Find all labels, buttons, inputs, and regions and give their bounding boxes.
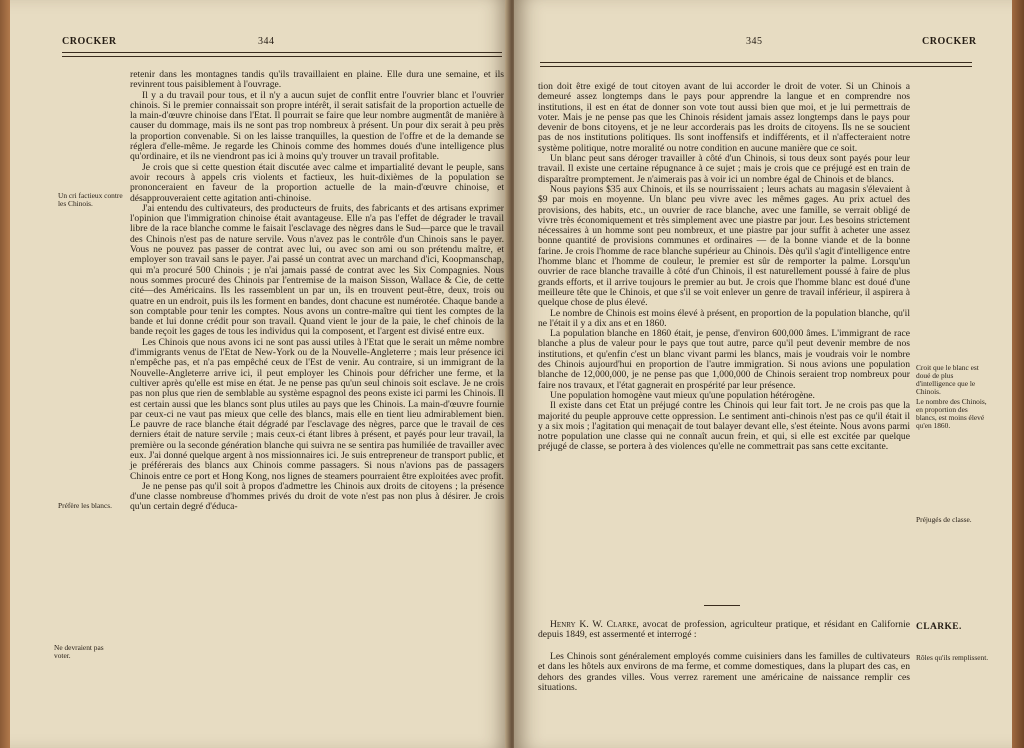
right-paragraph-6: Une population homogène vaut mieux qu'une population hétérogène. [550,389,815,401]
right-margin-note-3: Préjugés de classe. [916,515,972,524]
witness-introduction [538,620,910,641]
right-paragraph-4: Le nombre de Chinois est moins élevé à présent, en proportion de la population blanche, qu'il ne l'était il y a dix ans et en 1860. [538,307,910,329]
right-margin-note-4: Rôles qu'ils remplissent. [916,653,989,662]
witness-intro-text: , avocat de profession, agriculteur pratique, et résidant en Californie depuis 1849, est assermenté et interrogé : [538,619,910,641]
right-paragraph-5: La population blanche en 1860 était, je pense, d'environ 600,000 âmes. L'immigrant de race blanche a plus de valeur pour le pays que tout autre, parce qu'il peut devenir membre de nos institutions, et qu'enfin c'est un blanc vivant parmi les blancs, mais je voudrais voir le nombre des Chinois aujourd'hui en proportion de l'autre immigration. Si nous avions une population blanche de 12,000,000, je ne pense pas que 1,000,000 de Chinois seraient trop nombreux pour faire nos travaux, et l'état gagnerait en prospérité par leur présence. [538,328,910,391]
left-paragraph-3: Je crois que si cette question était discutée avec calme et impartialité devant le peuple, sans avoir recours à appels cris violents et factieux, les huit-dixièmes de la population se prononceraient en faveur de la proportion actuelle de la main-d'œuvre chinoise, et désapprouveraient cette agitation anti-chinoise. [130,161,504,204]
left-page-number: 344 [258,36,275,47]
witness-text-block [538,652,910,693]
left-page [10,0,510,748]
witness-paragraph: Les Chinois sont généralement employés comme cuisiniers dans les familles de cultivateurs et dans les hôtels aux environs de ma ferme, et comme domestiques, dans la plupart des cas, en dehors des grandes villes. Vous verrez rarement une américaine de naissance remplir ces situations. [538,651,910,693]
right-paragraph-3: Nous payions $35 aux Chinois, et ils se nourrissaient ; leurs achats au magasin s'élevaient à $9 par mois en moyenne. Un blanc peu vivre avec les mêmes gages. Au prix actuel des provisions, des habits, etc., un ouvrier de race blanche, avec une famille, se verrait obligé de vivre très économiquement et très simplement avec une piastre par jour. Les besoins strictement nécessaires à un homme sont peu nombreux, et une piastre par jour suffit à acheter une assez bonne quantité de provisions communes et ordinaires — de la bonne viande et de la bonne farine. Je crois l'homme de race blanche supérieur au Chinois. Dès qu'il s'agit d'intelligence entre l'homme blanc et l'homme de couleur, le premier est sûr de remporter la palme. Lorsqu'un ouvrier de race blanche travaille à côté d'un Chinois, il est naturellement poussé à faire de plus grands efforts, et il arrive toujours le premier au but. Je crois que l'homme blanc est doué d'une meilleure tête que le Chinois, et que s'il se voit enlever un genre de travail inférieur, il aspirera à quelque chose de plus élevé. [538,183,910,309]
left-running-head: CROCKER [62,36,117,47]
left-paragraph-2: Il y a du travail pour tous, et il n'y a aucun sujet de conflit entre l'ouvrier blanc et l'ouvrier chinois. Si le premier connaissait son propre intérêt, il serait satisfait de la proportion actuelle de la main-d'œuvre chinoise dans l'Etat. Il pourrait se faire que leur nombre augmentât de manière à causer du dommage, mais ils ne sont pas trop nombreux à présent. Un pour dix serait à peu près la proportion convenable. Si on les laisse tranquilles, la question de l'offre et de la demande se réglera d'elle-même. Je regarde les Chinois comme des hommes doués d'une intelligence plus qu'ordinaire, et ils ne viendront pas ici à moins qu'y trouver un travail profitable. [130,89,504,163]
right-header-rule [540,62,972,67]
left-paragraph-4: J'ai entendu des cultivateurs, des producteurs de fruits, des fabricants et des artisans exprimer l'opinion que l'immigration chinoise était avantageuse. Elle n'a pas l'effet de dégrader le travail libre de la race blanche comme le faisait l'esclavage des nègres dans le Sud—parce que le travail des Chinois n'est pas de nature servile. Vous n'avez pas le contrôle d'un Chinois sans le payer. Vous ne pouvez pas passer de contrat avec lui, ou avec son ami ou son prétendu maître, et employer son travail sans le payer. J'ai passé un contrat avec un marchand d'ici, Koopmanschap, qui m'a procuré 500 Chinois ; je n'ai jamais passé de contrat avec les Six Compagnies. Nous nous sommes procuré des Chinois par l'entremise de la maison Sisson, Wallace & Cie, de cette cité—des Américains. Ils les rassemblent un par un, ils en trouvent peut-être, deux, trois ou quatre en un endroit, puis ils les forment en bandes, dont chacune est numérotée. Chaque bande a son comptable pour tenir les comptes. Nous avons un contre-maître qui tient les comptes de la bande et lui donne crédit pour son travail. Quand vient le jour de la paie, le chef chinois de la bande reçoit les gages de tous les individus qui la composent, et l'argent est divisé entre eux. [130,202,504,338]
right-paragraph-2: Un blanc peut sans déroger travailler à côté d'un Chinois, si tous deux sont payés pour leur travail. Il existe une certaine répugnance à ce sujet ; mais je crois que ce préjugé est en train de disparaître promptement. Je n'aimerais pas à voir ici un nombre égal de Chinois et de blancs. [538,153,910,185]
right-page [514,0,1012,748]
right-text-block [538,82,910,453]
right-page-edge [1012,0,1024,748]
left-paragraph-6: Je ne pense pas qu'il soit à propos d'admettre les Chinois aux droits de citoyens ; la présence d'une classe nombreuse d'hommes privés du droit de vote n'est pas non plus à désirer. Je crois qu'un certain degré d'éduca- [130,480,504,513]
right-margin-note-2: Le nombre des Chinois, en proportion des blancs, est moins élevé qu'en 1860. [916,397,987,430]
left-header-rule [62,52,502,57]
witness-side-label: CLARKE. [916,622,962,632]
left-page-edge [0,0,10,748]
section-separator [704,605,740,606]
left-text-block [130,70,504,513]
left-paragraph-1: retenir dans les montagnes tandis qu'ils travaillaient en plaine. Elle dura une semaine, et ils revinrent tous paisiblement à l'ouvrage. [130,69,504,91]
left-paragraph-5: Les Chinois que nous avons ici ne sont pas aussi utiles à l'Etat que le serait un même nombre d'immigrants venus de l'Etat de New-York ou de la Nouvelle-Angleterre ; mais leur présence ici n'empêche pas, et n'a pas empêché ceux de l'Est de venir. Au contraire, si un immigrant de la Nouvelle-Angleterre arrive ici, il peut employer les Chinois pour défricher une ferme, et la cultiver après qu'elle est mise en état. Je ne pense pas qu'un seul chinois soit esclave. Je ne crois pas non plus que rien de semblable au système espagnol des peons existe ici parmi les Chinois. Il est certain aussi que les blancs sont plus utiles au pays que les Chinois. La main-d'œuvre fournie par ceux-ci ne vaut pas mieux que celle des blancs, mais elle en tient lieu admirablement bien. Le pauvre de race blanche était dégradé par l'esclavage des nègres, parce que le travail de ces derniers était de nature servile ; mais ceux-ci étant libres à présent, et payés pour leur travail, la première ou la seconde génération blanche qui suivra ne se sentira pas humiliée de travailler avec eux. J'ai donné quelque argent à nos missionnaires ici. Je suis entrepreneur de transport public, et je préférerais des blancs aux Chinois comme passagers. Si nous n'avions pas de passagers Chinois entre ce port et Hong Kong, nos lignes de steamers pourraient être exploitées avec profit. [130,336,504,482]
right-running-head: CROCKER [922,36,977,47]
left-margin-note-1: Un cri factieux contre les Chinois. [58,191,123,208]
witness-name: Henry K. W. Clarke [550,619,637,630]
left-margin-note-3: Ne devraient pas voter. [54,643,104,660]
right-paragraph-7: Il existe dans cet Etat un préjugé contre les Chinois qui leur fait tort. Je ne crois pas que la majorité du peuple approuve cette oppression. Le sentiment anti-chinois n'est pas ce qu'il était il y a six mois ; l'agitation qui menaçait de tout balayer devant elle, s'est éteinte. Nous avons parmi notre population une classe qui ne connaît aucun frein, et qui, si elle est excitée par quelque préjugé de classe, se portera à des violences qu'elle ne commettrait pas sans cette excitante. [538,400,910,453]
right-paragraph-1: tion doit être exigé de tout citoyen avant de lui accorder le droit de voter. Si un Chinois a demeuré assez longtemps dans le pays pour apprendre la langue et en comprendre nos institutions, il est en état de donner son vote tout aussi bien que moi, et je lui permettrais de voter. Mais je ne pense pas que les Chinois résident jamais assez longtemps dans le pays pour devenir de bons citoyens, et je ne leur accorderais pas les droits de citoyens. Ils ne se soucient pas de nos institutions politiques. Ils sont inoffensifs et indifférents, et il n'affecteraient notre système politique, notre moralité ou notre condition en aucune manière que ce soit. [538,81,910,154]
left-margin-note-2: Préfère les blancs. [58,501,112,510]
right-page-number: 345 [746,36,763,47]
right-margin-note-1: Croit que le blanc est doué de plus d'intelligence que le Chinois. [916,363,979,396]
